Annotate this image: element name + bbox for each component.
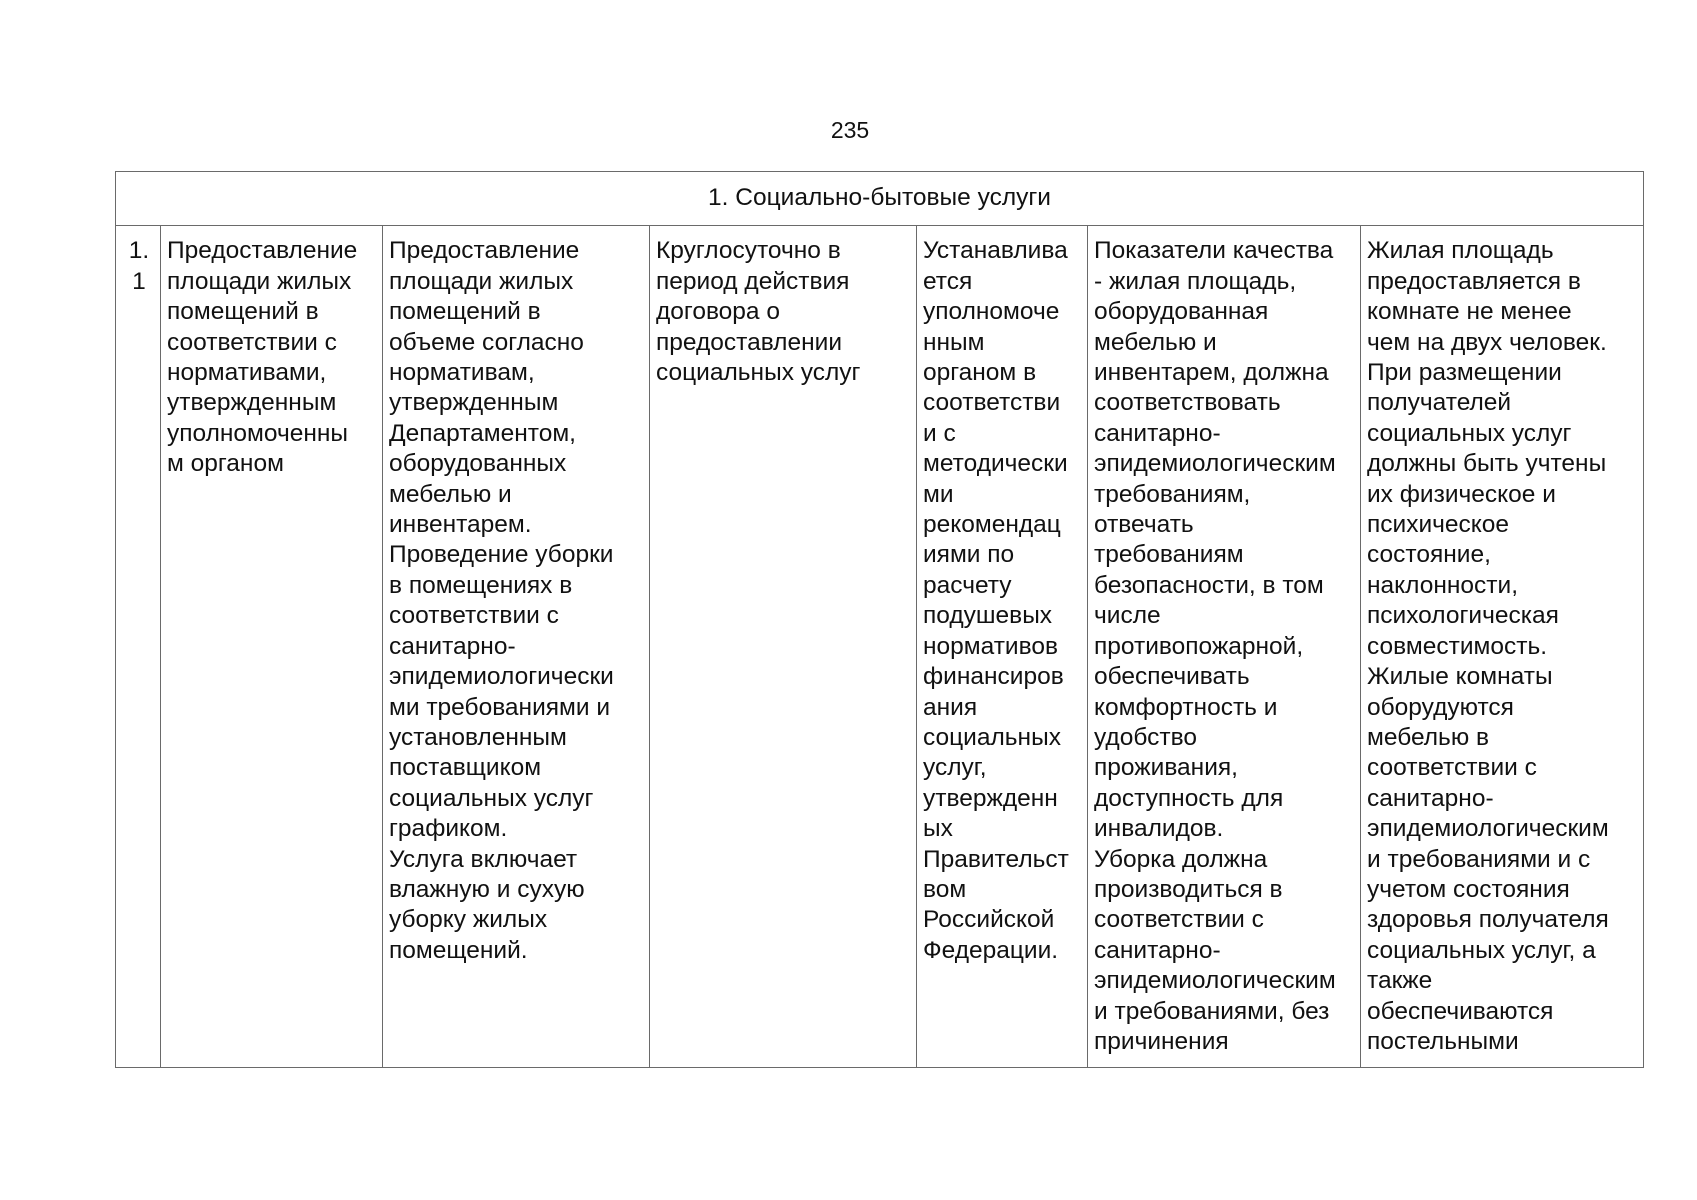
text-line: Жилые комнаты	[1367, 663, 1553, 691]
service-conditions-cell	[1361, 226, 1644, 1068]
text-line: комнате не менее	[1367, 298, 1572, 326]
text-line: соответствии с	[389, 602, 559, 630]
text-line: нормативами,	[167, 359, 327, 387]
text-line: 1.	[128, 237, 150, 265]
text-line: методически	[923, 450, 1068, 478]
page-number: 235	[830, 117, 870, 143]
text-line: соответстви	[923, 389, 1061, 417]
text-line: также	[1367, 967, 1433, 995]
text-line: требованиям,	[1094, 480, 1251, 508]
text-line: вом	[923, 875, 967, 903]
text-line: Департаментом,	[389, 419, 576, 447]
service-conditions-text	[1367, 236, 1639, 1057]
text-line: обеспечивать	[1094, 663, 1250, 691]
text-line: Показатели качества	[1094, 237, 1334, 265]
text-line: При размещении	[1367, 359, 1562, 387]
text-line: поставщиком	[389, 754, 542, 782]
text-line: нормативам,	[389, 359, 535, 387]
service-timing-cell	[650, 226, 917, 1068]
text-line: психологическая	[1367, 602, 1559, 630]
text-line: мебелью и	[1094, 328, 1217, 356]
text-line: финансиров	[923, 663, 1064, 691]
text-line: должны быть учтены	[1367, 450, 1607, 478]
text-line: м органом	[167, 450, 284, 478]
text-line: соответствии с	[1367, 754, 1537, 782]
text-line: обеспечиваются	[1367, 997, 1554, 1025]
row-number-cell	[116, 226, 161, 1068]
text-line: площади жилых	[389, 267, 574, 295]
text-line: уполномоче	[923, 298, 1060, 326]
text-line: соответствовать	[1094, 389, 1281, 417]
text-line: Федерации.	[923, 936, 1059, 964]
service-name-cell	[161, 226, 383, 1068]
text-line: соответствии с	[167, 328, 337, 356]
text-line: - жилая площадь,	[1094, 267, 1297, 295]
text-line: ется	[923, 267, 973, 295]
text-line: санитарно-	[1094, 936, 1221, 964]
text-line: инвентарем.	[389, 511, 532, 539]
service-tariff-text	[923, 236, 1083, 966]
text-line: Жилая площадь	[1367, 237, 1554, 265]
service-description-text	[389, 236, 645, 966]
text-line: и требованиями и с	[1367, 845, 1591, 873]
text-line: влажную и сухую	[389, 875, 585, 903]
text-line: утвержденным	[167, 389, 337, 417]
table-row	[116, 226, 1644, 1068]
text-line: органом в	[923, 359, 1037, 387]
text-line: Уборка должна	[1094, 845, 1268, 873]
text-line: производиться в	[1094, 875, 1283, 903]
service-name-text	[167, 236, 378, 479]
text-line: психическое	[1367, 511, 1510, 539]
text-line: безопасности, в том	[1094, 571, 1324, 599]
text-line: объеме согласно	[389, 328, 584, 356]
text-line: удобство	[1094, 723, 1197, 751]
service-tariff-cell	[917, 226, 1088, 1068]
text-line: период действия	[656, 267, 850, 295]
text-line: и с	[923, 419, 956, 447]
service-timing-text	[656, 236, 912, 388]
text-line: соответствии с	[1094, 906, 1264, 934]
text-line: Устанавлива	[923, 237, 1068, 265]
text-line: нормативов	[923, 632, 1059, 660]
text-line: в помещениях в	[389, 571, 573, 599]
text-line: наклонности,	[1367, 571, 1518, 599]
quality-indicators-text	[1094, 236, 1356, 1057]
text-line: санитарно-	[389, 632, 516, 660]
text-line: помещений.	[389, 936, 528, 964]
text-line: Российской	[923, 906, 1055, 934]
section-header-row	[116, 172, 1644, 226]
text-line: утвержденным	[389, 389, 559, 417]
text-line: уборку жилых	[389, 906, 548, 934]
quality-indicators-cell	[1088, 226, 1361, 1068]
text-line: социальных услуг	[656, 359, 861, 387]
text-line: эпидемиологическим	[1367, 815, 1609, 843]
text-line: доступность для	[1094, 784, 1284, 812]
service-description-cell	[383, 226, 650, 1068]
text-line: Предоставление	[389, 237, 580, 265]
text-line: иями по	[923, 541, 1015, 569]
text-line: Круглосуточно в	[656, 237, 841, 265]
text-line: расчету	[923, 571, 1012, 599]
section-title: 1. Социально-бытовые услуги	[116, 172, 1644, 226]
text-line: ми требованиями и	[389, 693, 611, 721]
text-line: предоставляется в	[1367, 267, 1581, 295]
text-line: инвентарем, должна	[1094, 359, 1329, 387]
text-line: получателей	[1367, 389, 1512, 417]
text-line: Услуга включает	[389, 845, 578, 873]
text-line: Правительст	[923, 845, 1069, 873]
text-line: требованиям	[1094, 541, 1244, 569]
text-line: здоровья получателя	[1367, 906, 1609, 934]
text-line: нным	[923, 328, 985, 356]
text-line: оборудованных	[389, 450, 567, 478]
text-line: площади жилых	[167, 267, 352, 295]
text-line: рекомендац	[923, 511, 1061, 539]
text-line: инвалидов.	[1094, 815, 1224, 843]
text-line: санитарно-	[1094, 419, 1221, 447]
text-line: Предоставление	[167, 237, 358, 265]
text-line: санитарно-	[1367, 784, 1494, 812]
row-number	[122, 236, 156, 297]
text-line: оборудованная	[1094, 298, 1269, 326]
text-line: постельными	[1367, 1027, 1519, 1055]
text-line: совместимость.	[1367, 632, 1548, 660]
text-line: состояние,	[1367, 541, 1491, 569]
text-line: чем на двух человек.	[1367, 328, 1607, 356]
text-line: ых	[923, 815, 953, 843]
text-line: социальных услуг	[1367, 419, 1572, 447]
text-line: установленным	[389, 723, 567, 751]
text-line: эпидемиологически	[389, 663, 614, 691]
text-line: отвечать	[1094, 511, 1194, 539]
text-line: ания	[923, 693, 978, 721]
text-line: утвержденн	[923, 784, 1058, 812]
text-line: 1	[132, 267, 146, 295]
text-line: договора о	[656, 298, 780, 326]
text-line: эпидемиологическим	[1094, 450, 1336, 478]
services-table	[115, 171, 1644, 1068]
text-line: графиком.	[389, 815, 508, 843]
text-line: помещений в	[389, 298, 541, 326]
text-line: их физическое и	[1367, 480, 1556, 508]
text-line: подушевых	[923, 602, 1053, 630]
text-line: мебелью в	[1367, 723, 1490, 751]
text-line: эпидемиологическим	[1094, 967, 1336, 995]
text-line: социальных услуг	[389, 784, 594, 812]
text-line: предоставлении	[656, 328, 842, 356]
text-line: социальных услуг, а	[1367, 936, 1596, 964]
text-line: оборудуются	[1367, 693, 1514, 721]
text-line: учетом состояния	[1367, 875, 1570, 903]
text-line: комфортность и	[1094, 693, 1278, 721]
text-line: помещений в	[167, 298, 319, 326]
text-line: проживания,	[1094, 754, 1238, 782]
text-line: услуг,	[923, 754, 987, 782]
text-line: и требованиями, без	[1094, 997, 1330, 1025]
text-line: мебелью и	[389, 480, 512, 508]
text-line: социальных	[923, 723, 1061, 751]
text-line: числе	[1094, 602, 1161, 630]
text-line: уполномоченны	[167, 419, 349, 447]
text-line: причинения	[1094, 1027, 1229, 1055]
text-line: Проведение уборки	[389, 541, 614, 569]
text-line: ми	[923, 480, 954, 508]
text-line: противопожарной,	[1094, 632, 1304, 660]
